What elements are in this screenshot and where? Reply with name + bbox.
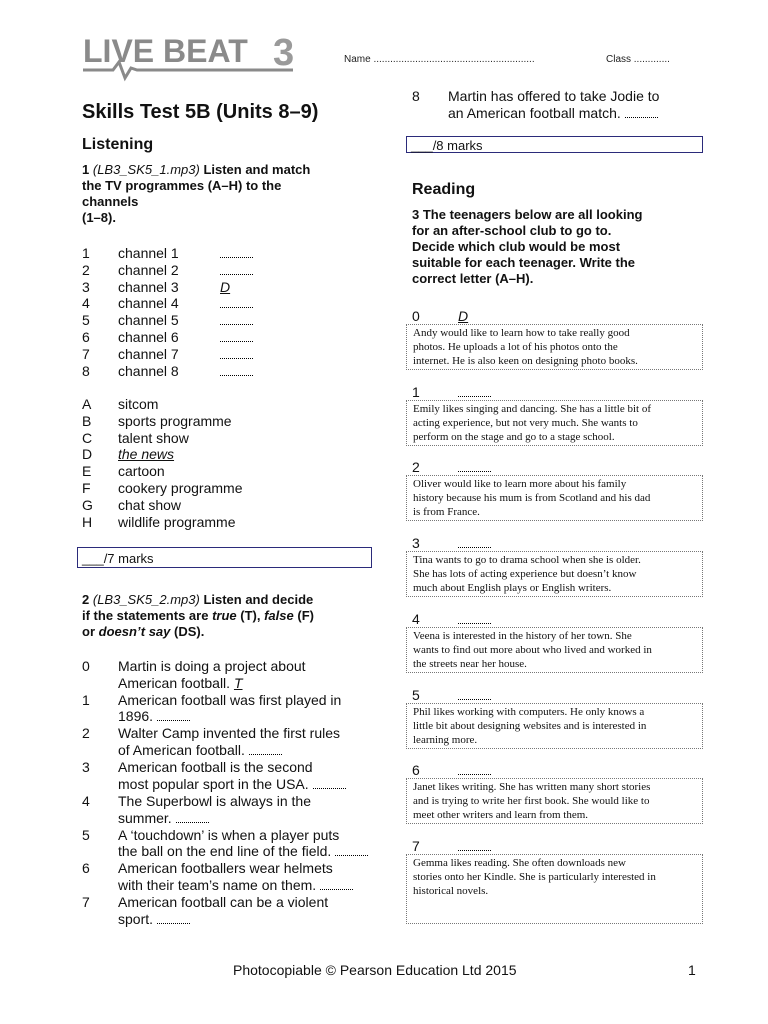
channel-row bbox=[82, 245, 282, 262]
statement-line-2: most popular sport in the USA. bbox=[118, 775, 309, 792]
answer-blank[interactable] bbox=[458, 535, 491, 548]
statement-line-1: American football was first played in bbox=[118, 691, 342, 708]
reading-item-number: 3 bbox=[412, 535, 420, 551]
statement-line-1: Martin has offered to take Jodie to bbox=[448, 88, 660, 104]
reading-item-text bbox=[406, 400, 703, 446]
answer-blank[interactable] bbox=[458, 384, 491, 397]
reading-item-number-row bbox=[412, 611, 532, 628]
programme-label: wildlife programme bbox=[118, 513, 236, 530]
reading-item-number: 0 bbox=[412, 308, 420, 324]
statement-number: 6 bbox=[82, 860, 90, 877]
statement-row bbox=[82, 725, 382, 759]
statement-row bbox=[412, 88, 712, 122]
reading-item-line: history because his mum is from Scotland and his dad bbox=[413, 491, 651, 504]
channel-label: channel 2 bbox=[118, 261, 179, 278]
statement-answer: T bbox=[233, 674, 243, 691]
reading-item-number-row bbox=[412, 838, 532, 855]
answer-blank[interactable] bbox=[625, 105, 658, 118]
answer-blank[interactable] bbox=[220, 262, 253, 275]
answer-blank[interactable] bbox=[313, 776, 346, 789]
reading-item-line: meet other writers and learn from them. bbox=[413, 808, 589, 821]
reading-item-text bbox=[406, 778, 703, 824]
reading-item-line: and is trying to write her first book. She would like to bbox=[413, 794, 650, 807]
channel-row bbox=[82, 346, 282, 363]
answer-blank[interactable] bbox=[458, 687, 491, 700]
channel-label: channel 1 bbox=[118, 245, 179, 261]
reading-item-number-row bbox=[412, 384, 532, 401]
reading-item-number: 6 bbox=[412, 762, 420, 778]
statement-line-2: summer. bbox=[118, 809, 172, 826]
programme-letter: G bbox=[82, 496, 93, 513]
ex2-instructions: 2 (LB3_SK5_2.mp3) Listen and decide if the statements are true (T), false (F) or doesn’t say (DS). bbox=[82, 592, 314, 639]
reading-item-line: Tina wants to go to drama school when she is older. bbox=[413, 554, 641, 566]
programme-label: talent show bbox=[118, 429, 189, 446]
reading-item-number: 7 bbox=[412, 838, 420, 854]
statement-line-2: American football. bbox=[118, 674, 231, 691]
reading-item-line: little bit about designing websites and is interested in bbox=[413, 719, 647, 732]
page-title: Skills Test 5B (Units 8–9) bbox=[82, 101, 319, 123]
programme-row bbox=[82, 480, 332, 497]
reading-item-line: learning more. bbox=[413, 733, 478, 746]
programme-row bbox=[82, 396, 332, 413]
answer-blank[interactable] bbox=[220, 329, 253, 342]
name-field: Name .......................................................... bbox=[344, 54, 535, 65]
statement-text bbox=[118, 894, 378, 928]
channel-row bbox=[82, 363, 282, 380]
reading-item-line: internet. He is also keen on designing photo books. bbox=[413, 354, 638, 367]
statement-text bbox=[118, 759, 378, 793]
programme-label: the news bbox=[118, 446, 175, 463]
statement-line-1: A ‘touchdown’ is when a player puts bbox=[118, 826, 340, 843]
statement-line-2: with their team’s name on them. bbox=[118, 876, 317, 893]
reading-heading: Reading bbox=[412, 181, 476, 198]
programme-row bbox=[82, 497, 332, 514]
reading-item-text bbox=[406, 703, 703, 749]
reading-item-text bbox=[406, 551, 703, 597]
answer-blank[interactable] bbox=[220, 295, 253, 308]
channel-number: 8 bbox=[82, 362, 90, 379]
channel-label: channel 7 bbox=[118, 345, 179, 362]
reading-item-number: 4 bbox=[412, 611, 420, 627]
ex1-marks-box: ___/7 marks bbox=[77, 547, 372, 568]
statement-number: 3 bbox=[82, 759, 90, 776]
answer-blank[interactable] bbox=[220, 363, 253, 376]
programme-label: cookery programme bbox=[118, 480, 243, 496]
statement-line-2: of American football. bbox=[118, 742, 245, 759]
channel-label: channel 5 bbox=[118, 312, 179, 329]
channel-number: 5 bbox=[82, 312, 90, 329]
statement-line-1: Martin is doing a project about bbox=[118, 658, 306, 674]
reading-item-text bbox=[406, 475, 703, 521]
channel-number: 1 bbox=[82, 245, 90, 261]
reading-item-number-row bbox=[412, 308, 532, 325]
statement-row bbox=[82, 692, 382, 726]
reading-item-line: acting experience, but not very much. She wants to bbox=[413, 416, 638, 429]
programme-label: sitcom bbox=[118, 396, 159, 412]
channel-row bbox=[82, 295, 282, 312]
statement-number: 7 bbox=[82, 893, 90, 910]
programme-row bbox=[82, 430, 332, 447]
statement-line-1: American football is the second bbox=[118, 759, 313, 776]
answer-blank[interactable] bbox=[335, 843, 368, 856]
statement-row bbox=[82, 658, 382, 692]
reading-item-text bbox=[406, 627, 703, 673]
statement-number: 2 bbox=[82, 725, 90, 742]
live-beat-logo bbox=[83, 32, 303, 82]
statement-number: 8 bbox=[412, 88, 420, 104]
statement-row bbox=[82, 793, 382, 827]
reading-item-line: is from France. bbox=[413, 505, 480, 518]
channel-number: 7 bbox=[82, 345, 90, 362]
channel-row bbox=[82, 279, 282, 296]
reading-item-line: Andy would like to learn how to take really good bbox=[413, 327, 630, 339]
programme-row bbox=[82, 446, 332, 463]
statement-line-2: an American football match. bbox=[448, 104, 621, 121]
channel-label: channel 4 bbox=[118, 295, 179, 312]
footer-copyright: Photocopiable © Pearson Education Ltd 2015 bbox=[233, 962, 517, 978]
reading-item-text bbox=[406, 324, 703, 370]
channel-row bbox=[82, 262, 282, 279]
reading-item-line: much about English plays or English writers. bbox=[413, 581, 612, 594]
reading-item-number-row bbox=[412, 535, 532, 552]
reading-item-line: wants to find out more about who lived and worked in bbox=[413, 643, 652, 656]
page-number: 1 bbox=[688, 962, 696, 978]
statement-text bbox=[118, 860, 378, 894]
channel-answer: D bbox=[220, 278, 231, 295]
statement-text bbox=[118, 793, 378, 827]
programme-label: sports programme bbox=[118, 412, 232, 429]
statement-number: 1 bbox=[82, 691, 90, 708]
reading-item-answer: D bbox=[458, 308, 469, 324]
answer-blank[interactable] bbox=[458, 459, 491, 472]
logo-number: 3 bbox=[273, 32, 295, 74]
reading-item-line: Janet likes writing. She has written many short stories bbox=[413, 781, 651, 793]
statement-line-1: American footballers wear helmets bbox=[118, 860, 333, 877]
statement-text bbox=[118, 658, 378, 692]
programme-letter: D bbox=[82, 446, 93, 463]
statement-line-2: sport. bbox=[118, 910, 154, 927]
programme-letter: B bbox=[82, 412, 92, 429]
statement-text bbox=[448, 88, 708, 122]
statement-line-1: Walter Camp invented the first rules bbox=[118, 725, 341, 742]
answer-blank[interactable] bbox=[220, 346, 253, 359]
reading-item-number-row bbox=[412, 762, 532, 779]
answer-blank[interactable] bbox=[157, 708, 190, 721]
ex2-marks-box: ___/8 marks bbox=[406, 136, 703, 153]
reading-item-line: Oliver would like to learn more about his family bbox=[413, 478, 627, 490]
statement-row bbox=[82, 894, 382, 928]
answer-blank[interactable] bbox=[320, 877, 353, 890]
ex3-instructions: 3 The teenagers below are all looking for an after-school club to go to. Decide which club would be most suitable for each teenager. Write the correct letter (A–H). bbox=[412, 207, 643, 286]
reading-item-line: Phil likes working with computers. He only knows a bbox=[413, 706, 645, 718]
reading-item-number: 5 bbox=[412, 687, 420, 703]
statement-number: 4 bbox=[82, 792, 90, 809]
channel-number: 2 bbox=[82, 261, 90, 278]
answer-blank[interactable] bbox=[249, 742, 282, 755]
answer-blank[interactable] bbox=[220, 245, 253, 258]
reading-item-line: Veena is interested in the history of her town. She bbox=[413, 630, 632, 642]
statement-text bbox=[118, 725, 378, 759]
reading-item-number-row bbox=[412, 459, 532, 476]
answer-blank[interactable] bbox=[220, 312, 253, 325]
statement-text bbox=[118, 692, 378, 726]
programme-letter: A bbox=[82, 396, 92, 412]
channel-number: 3 bbox=[82, 278, 90, 295]
reading-item-line: photos. He uploads a lot of his photos onto the bbox=[413, 340, 618, 353]
statement-line-2: 1896. bbox=[118, 708, 154, 725]
statement-number: 0 bbox=[82, 658, 90, 674]
reading-item-line: She has lots of acting experience but doesn’t know bbox=[413, 567, 637, 580]
reading-item-number-row bbox=[412, 687, 532, 704]
statement-line-2: the ball on the end line of the field. bbox=[118, 843, 332, 860]
answer-blank[interactable] bbox=[458, 611, 491, 624]
channel-number: 6 bbox=[82, 329, 90, 345]
programme-letter: C bbox=[82, 429, 93, 446]
reading-item-line: Emily likes singing and dancing. She has a little bit of bbox=[413, 403, 651, 415]
programme-label: cartoon bbox=[118, 463, 165, 480]
statement-number: 5 bbox=[82, 826, 90, 843]
statement-row bbox=[82, 759, 382, 793]
answer-blank[interactable] bbox=[458, 838, 491, 851]
answer-blank[interactable] bbox=[458, 762, 491, 775]
channel-row bbox=[82, 312, 282, 329]
listening-heading: Listening bbox=[82, 136, 154, 153]
logo-text: LIVE BEAT bbox=[83, 33, 248, 69]
reading-item-line: stories onto her Kindle. She is particularly interested in bbox=[413, 870, 656, 883]
statement-line-1: The Superbowl is always in the bbox=[118, 792, 311, 809]
statement-row bbox=[82, 827, 382, 861]
programme-letter: E bbox=[82, 463, 92, 480]
reading-item-number: 1 bbox=[412, 384, 420, 400]
reading-item-line: historical novels. bbox=[413, 884, 489, 897]
channel-label: channel 8 bbox=[118, 362, 179, 379]
reading-item-line: perform on the stage and go to a stage school. bbox=[413, 430, 615, 443]
answer-blank[interactable] bbox=[157, 911, 190, 924]
reading-item-line: Gemma likes reading. She often downloads new bbox=[413, 857, 626, 869]
statement-line-1: American football can be a violent bbox=[118, 893, 329, 910]
programme-row bbox=[82, 413, 332, 430]
reading-item-number: 2 bbox=[412, 459, 420, 475]
class-field: Class ............. bbox=[606, 54, 670, 65]
programme-row bbox=[82, 463, 332, 480]
answer-blank[interactable] bbox=[176, 810, 209, 823]
channel-label: channel 6 bbox=[118, 329, 179, 345]
channel-number: 4 bbox=[82, 295, 90, 312]
statement-text bbox=[118, 827, 378, 861]
channel-row bbox=[82, 329, 282, 346]
programme-row bbox=[82, 514, 332, 531]
reading-item-text bbox=[406, 854, 703, 924]
statement-row bbox=[82, 860, 382, 894]
channel-label: channel 3 bbox=[118, 278, 179, 295]
programme-letter: H bbox=[82, 513, 93, 530]
programme-label: chat show bbox=[118, 496, 182, 513]
reading-item-line: the streets near her house. bbox=[413, 657, 527, 670]
ex1-instructions: 1 (LB3_SK5_1.mp3) Listen and match the TV programmes (A–H) to the channels (1–8). bbox=[82, 162, 311, 225]
programme-letter: F bbox=[82, 480, 91, 496]
